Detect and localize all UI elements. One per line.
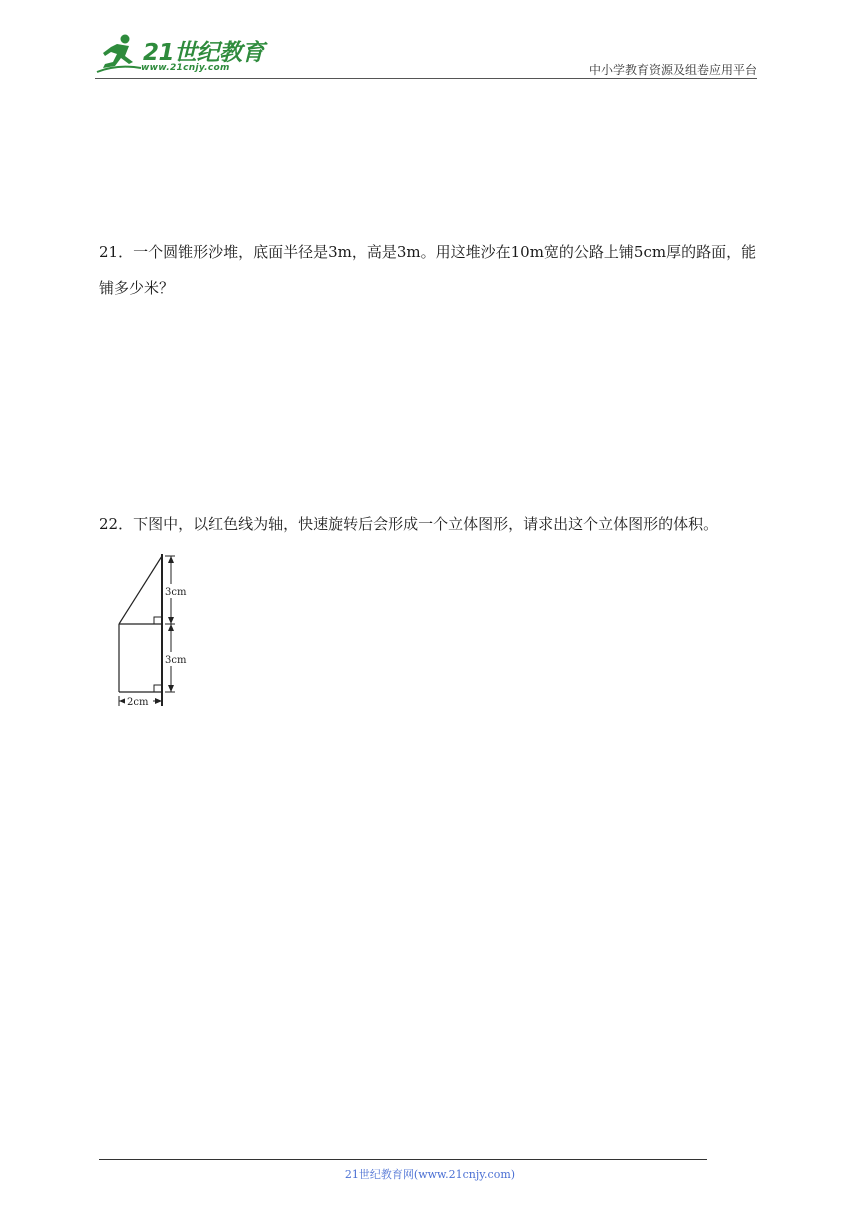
logo-main-text: 21世纪教育 — [143, 40, 265, 66]
figure-diagram — [113, 550, 203, 710]
logo-sub-text: www.21cnjy.com — [141, 63, 230, 73]
runner-logo-icon — [95, 30, 145, 76]
label-top-height: 3cm — [165, 587, 187, 598]
header-platform-text: 中小学教育资源及组卷应用平台 — [588, 63, 757, 77]
triangle-edge — [119, 556, 162, 624]
page-header — [95, 30, 757, 78]
site-logo — [95, 30, 265, 76]
label-bottom-height: 3cm — [165, 655, 187, 666]
right-angle-mark-bottom — [154, 685, 162, 692]
question-21: 21．一个圆锥形沙堆，底面半径是3m，高是3m。用这堆沙在10m宽的公路上铺5cm厚的路面，能铺多少米？ — [99, 243, 757, 297]
footer-site-text: 21世纪教育网(www.21cnjy.com) — [344, 1168, 516, 1181]
label-width: 2cm — [127, 697, 149, 708]
rotation-figure — [113, 550, 203, 710]
question-22: 22．下图中，以红色线为轴，快速旋转后会形成一个立体图形，请求出这个立体图形的体积。 — [99, 515, 719, 533]
header-divider — [95, 78, 757, 79]
right-angle-mark-top — [154, 617, 162, 624]
footer-divider — [99, 1159, 707, 1160]
